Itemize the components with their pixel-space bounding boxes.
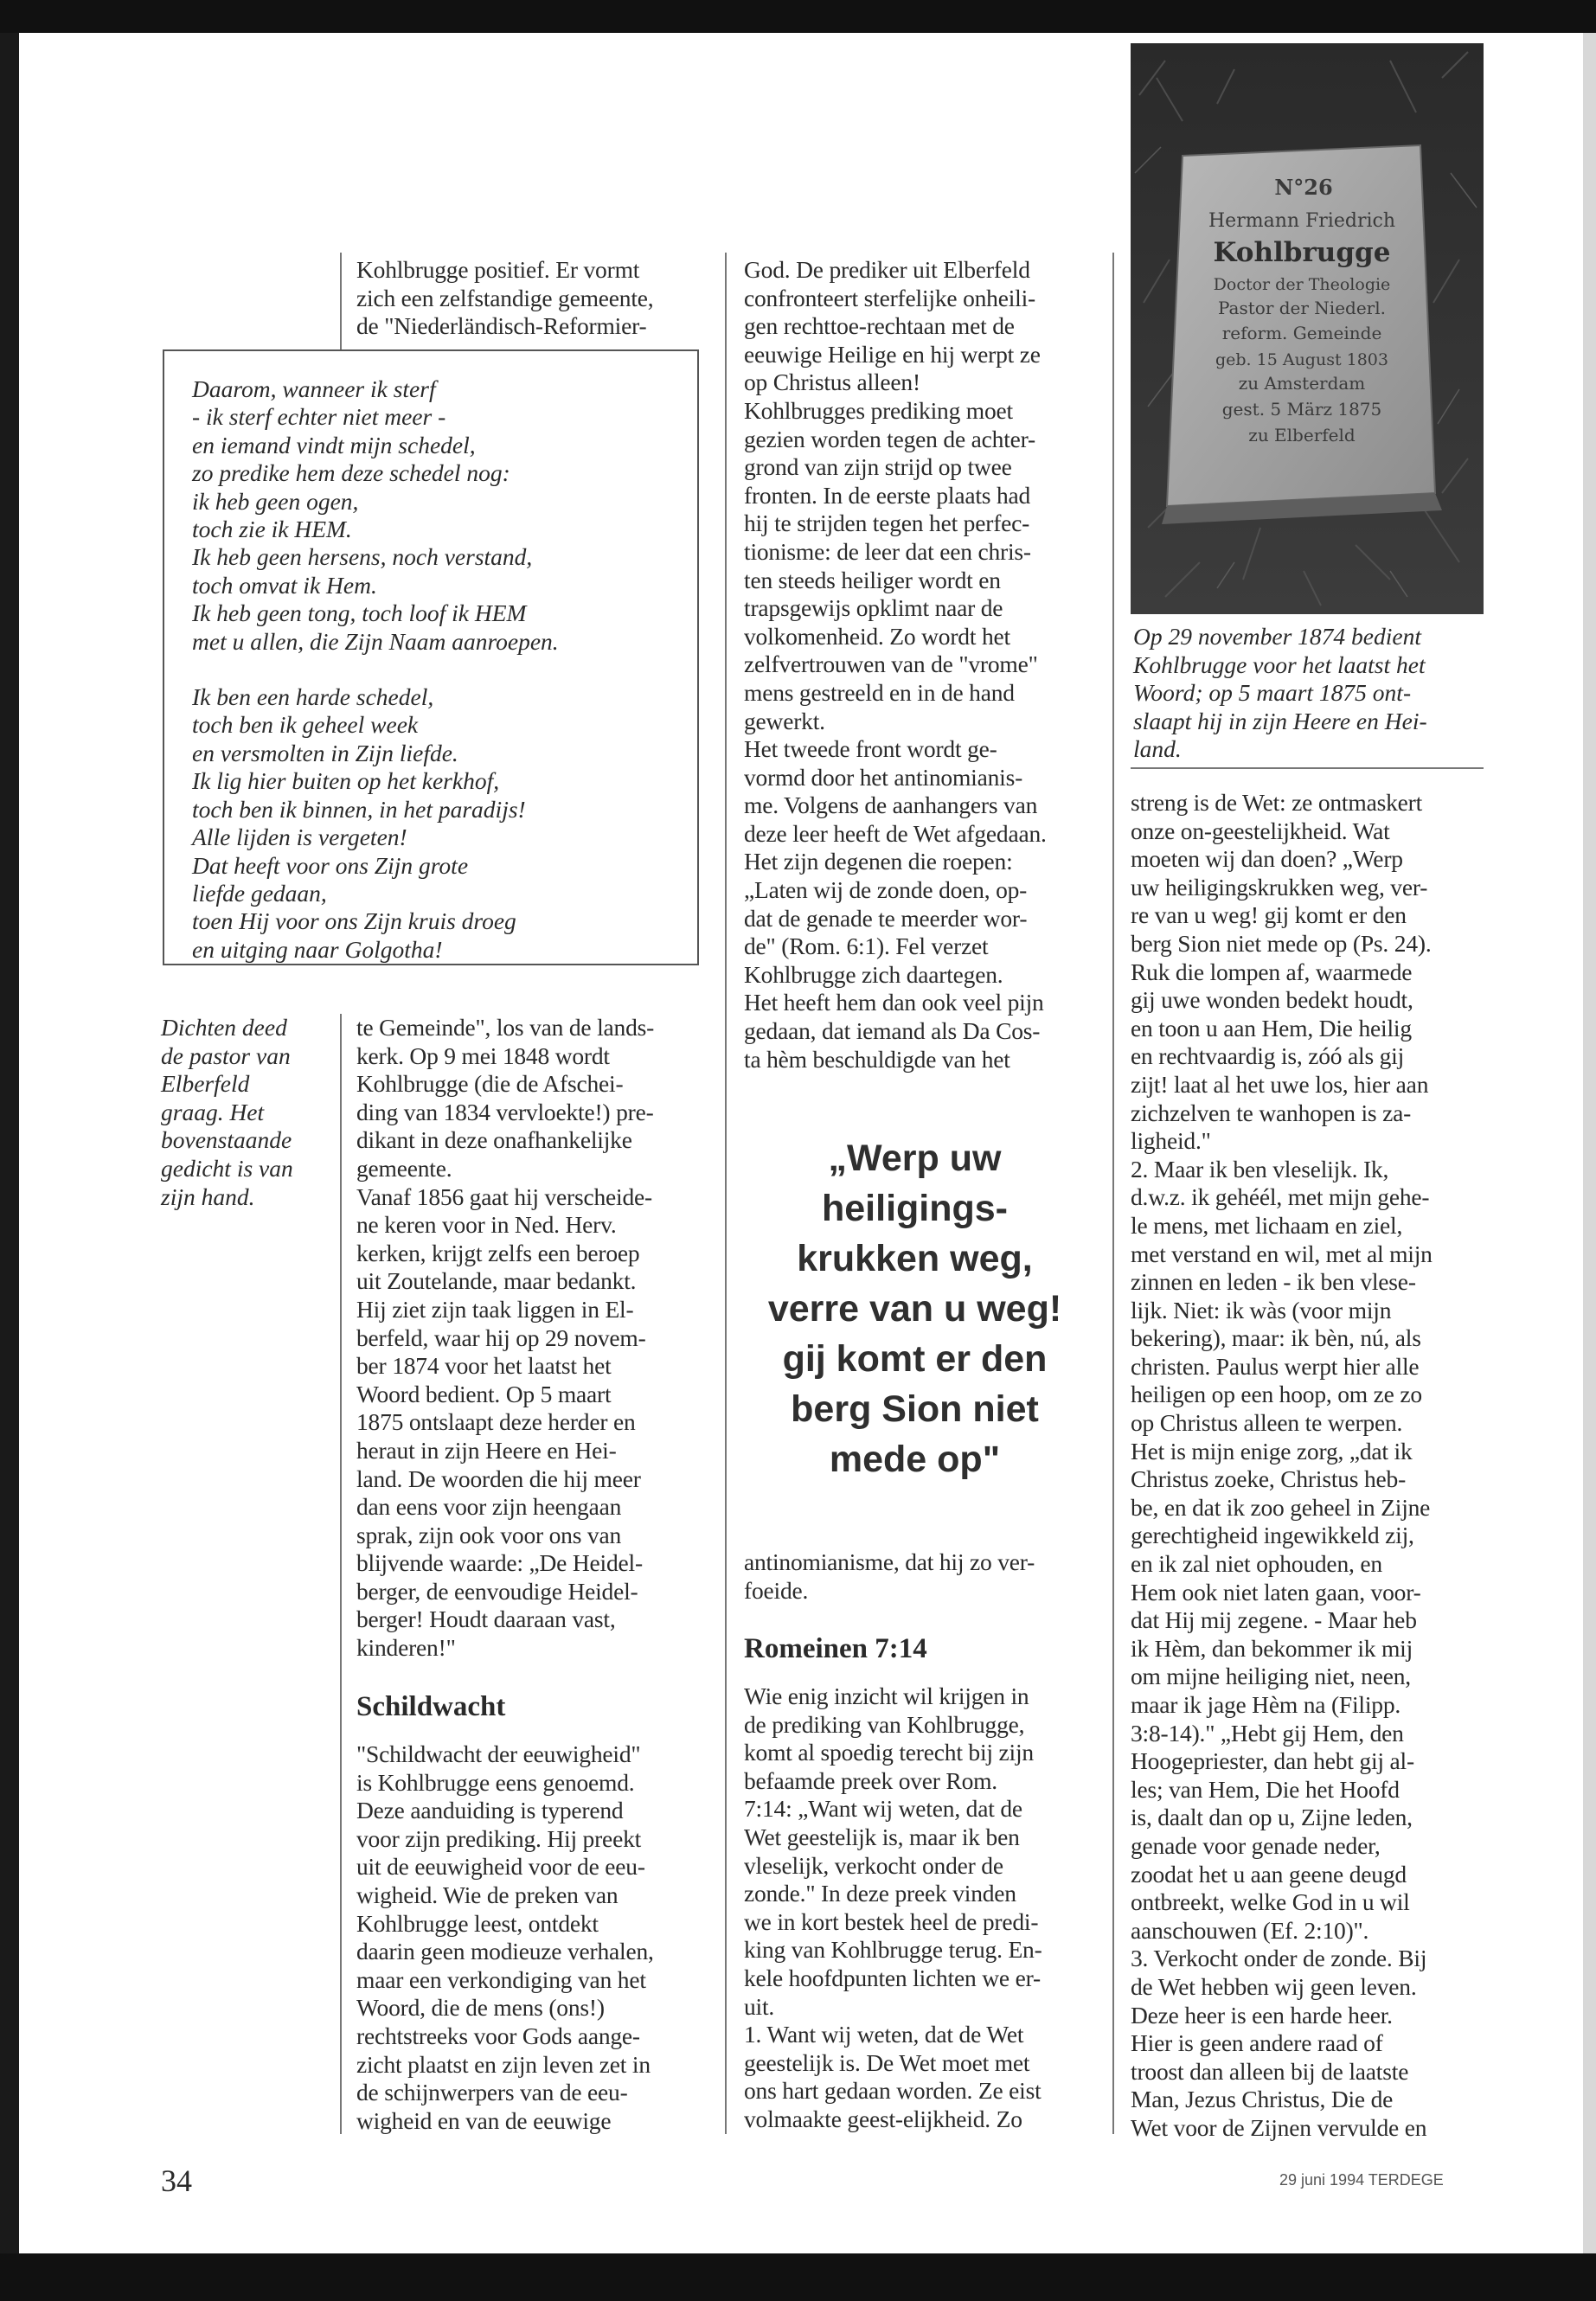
- column-1-intro: [356, 256, 695, 341]
- column-rule: [340, 1014, 342, 2134]
- section-heading-schildwacht: Schildwacht: [356, 1691, 506, 1722]
- column-rule: [725, 253, 727, 2134]
- column-2-romeinen: [744, 1682, 1086, 2134]
- body-paragraph: te Gemeinde", los van de lands- kerk. Op 9 mei 1848 wordt Kohlbrugge (die de Afschei- ding van 1834 vervloekte!) pre- dikant in deze onafhankelijke gemeente. Vanaf 1856 gaat hij verscheide- ne keren voor in Ned. Herv. kerken, krijgt zelfs een beroep uit Zoutelande, maar bedankt. Hij ziet zijn taak liggen in El- berfeld, waar hij op 29 novem- ber 1874 voor het laatst het Woord bedient. Op 5 maart 1875 ontslaapt deze herder en heraut in zijn Heere en Hei- land. De woorden die hij meer dan eens voor zijn heengaan sprak, zijn ook voor ons van blijvende waarde: „De Heidel- berger, de eenvoudige Heidel- berger! Houdt daaraan vast, kinderen!": [356, 1014, 655, 1662]
- body-paragraph: antinomianisme, dat hij zo ver- foeide.: [744, 1548, 1035, 1604]
- page-number: 34: [161, 2163, 192, 2198]
- body-paragraph: "Schildwacht der eeuwigheid" is Kohlbrugge eens genoemd. Deze aanduiding is typerend voor zijn prediking. Hij preekt uit de eeuwigheid voor de eeu- wigheid. Wie de preken van Kohlbrugge leest, ontdekt daarin geen modieuze verhalen, maar een verkondiging van het Woord, die de mens (ons!) rechtstreeks voor Gods aange- zicht plaatst en zijn leven zet in de schijnwerpers van de eeu- wigheid en van de eeuwige: [356, 1740, 654, 2134]
- scan-border-right: [1583, 33, 1596, 2253]
- column-1-body: [356, 1014, 695, 1663]
- footer-issue-date: 29 juni 1994 TERDEGE: [1279, 2171, 1444, 2189]
- svg-text:zu Amsterdam: zu Amsterdam: [1238, 373, 1366, 394]
- svg-text:Kohlbrugge: Kohlbrugge: [1213, 237, 1391, 268]
- body-paragraph: Wie enig inzicht wil krijgen in de prediking van Kohlbrugge, komt al spoedig terecht bij zijn befaamde preek over Rom. 7:14: „Want wij weten, dat de Wet geestelijk is, maar ik ben vleselijk, verkocht onder de zonde." In deze preek vinden we in kort bestek heel de predi- king van Kohlbrugge terug. En- kele hoofdpunten lichten we er- uit. 1. Want wij weten, dat de Wet geestelijk is. De Wet moet met ons hart gedaan worden. Ze eist volmaakte geest-elijkheid. Zo: [744, 1682, 1042, 2132]
- photo-caption: Op 29 november 1874 bedient Kohlbrugge voor het laatst het Woord; op 5 maart 1875 ont- slaapt hij in zijn Heere en Hei- land.: [1133, 623, 1427, 763]
- scan-border-left: [0, 33, 19, 2282]
- poem-side-caption: Dichten deed de pastor van Elberfeld graag. Het bovenstaande gedicht is van zijn hand.: [161, 1014, 293, 1210]
- section-heading-romeinen: Romeinen 7:14: [744, 1633, 927, 1664]
- scan-border-bottom: [0, 2253, 1596, 2301]
- column-2-after-quote: [744, 1548, 1086, 1605]
- gravestone-photo: [1131, 43, 1484, 614]
- column-2-top: [744, 256, 1086, 1074]
- poem-box: [163, 349, 699, 965]
- column-3-body: [1131, 789, 1477, 2143]
- column-1-schildwacht: [356, 1740, 695, 2135]
- svg-text:Pastor der Niederl.: Pastor der Niederl.: [1218, 298, 1386, 318]
- column-rule: [340, 253, 342, 349]
- poem-stanza-1: Daarom, wanneer ik sterf - ik sterf echter niet meer - en iemand vindt mijn schedel, zo predike hem deze schedel nog: ik heb geen ogen, toch zie ik HEM. Ik heb geen hersens, noch verstand, toch omvat ik Hem. Ik heb geen tong, toch loof ik HEM met u allen, die Zijn Naam aanroepen.: [192, 375, 559, 655]
- scan-border-top: [0, 0, 1596, 33]
- column-rule: [1112, 253, 1114, 2134]
- svg-text:Hermann Friedrich: Hermann Friedrich: [1208, 210, 1395, 232]
- intro-paragraph: Kohlbrugge positief. Er vormt zich een zelfstandige gemeente, de "Niederländisch-Reformier-: [356, 256, 654, 340]
- svg-text:Doctor der Theologie: Doctor der Theologie: [1213, 275, 1391, 294]
- poem-stanza-2: Ik ben een harde schedel, toch ben ik geheel week en versmolten in Zijn liefde. Ik lig hier buiten op het kerkhof, toch ben ik binnen, in het paradijs! Alle lijden is vergeten! Dat heeft voor ons Zijn grote liefde gedaan, toen Hij voor ons Zijn kruis droeg en uitging naar Golgotha!: [192, 683, 526, 963]
- pull-quote: „Werp uw heiligings- krukken weg, verre van u weg! gij komt er den berg Sion niet mede op": [767, 1138, 1062, 1480]
- svg-text:gest. 5 März 1875: gest. 5 März 1875: [1221, 399, 1382, 420]
- svg-text:reform. Gemeinde: reform. Gemeinde: [1221, 323, 1382, 343]
- caption-divider: [1131, 767, 1484, 769]
- gravestone-image: [1131, 43, 1484, 614]
- svg-text:geb. 15 August 1803: geb. 15 August 1803: [1215, 350, 1389, 369]
- body-paragraph: streng is de Wet: ze ontmaskert onze on-geestelijkheid. Wat moeten wij dan doen? „Werp uw heiligingskrukken weg, ver- re van u weg! gij komt er den berg Sion niet mede op (Ps. 24). Ruk die lompen af, waarmede gij uwe wonden bedekt houdt, en toon u aan Hem, Die heilig en rechtvaardig is, zóó als gij zijt! laat al het uwe los, hier aan zichzelven te wanhopen is za- ligheid." 2. Maar ik ben vleselijk. Ik, d.w.z. ik gehéél, met mijn gehe- le mens, met lichaam en ziel, met verstand en wil, met al mijn zinnen en leden - ik ben vlese- lijk. Niet: ik wàs (voor mijn bekering), maar: ik bèn, nú, als christen. Paulus werpt hier alle heiligen op een hoop, om ze zo op Christus alleen te werpen. Het is mijn enige zorg, „dat ik Christus zoeke, Christus heb- be, en dat ik zoo geheel in Zijne gerechtigheid ingewikkeld zij, en ik zal niet ophouden, en Hem ook niet laten gaan, voor- dat Hij mij zegene. - Maar heb ik Hèm, dan bekommer ik mij om mijne heiliging niet, neen, maar ik jage Hèm na (Filipp. 3:8-14)." „Hebt gij Hem, den Hoogepriester, dan hebt gij al- les; van Hem, Die het Hoofd is, daalt dan op u, Zijne leden, genade voor genade neder, zoodat het u aan geene deugd ontbreekt, welke God in u wil aanschouwen (Ef. 2:10)". 3. Verkocht onder de zonde. Bij de Wet hebben wij geen leven. Deze heer is een harde heer. Hier is geen andere raad of troost dan alleen bij de laatste Man, Jezus Christus, Die de Wet voor de Zijnen vervulde en: [1131, 789, 1433, 2141]
- svg-text:zu Elberfeld: zu Elberfeld: [1248, 425, 1356, 445]
- svg-text:N°26: N°26: [1274, 175, 1333, 200]
- body-paragraph: God. De prediker uit Elberfeld confronteert sterfelijke onheili- gen rechttoe-rechtaan met de eeuwige Heilige en hij werpt ze op Christus alleen! Kohlbrugges prediking moet gezien worden tegen de achter- grond van zijn strijd op twee fronten. In de eerste plaats had hij te strijden tegen het perfec- tionisme: de leer dat een chris- ten steeds heiliger wordt en trapsgewijs opklimt naar de volkomenheid. Zo wordt het zelfvertrouwen van de "vrome" mens gestreeld en in de hand gewerkt. Het tweede front wordt ge- vormd door het antinomianis- me. Volgens de aanhangers van deze leer heeft de Wet afgedaan. Het zijn degenen die roepen: „Laten wij de zonde doen, op- dat de genade te meerder wor- de" (Rom. 6:1). Fel verzet Kohlbrugge zich daartegen. Het heeft hem dan ook veel pijn gedaan, dat iemand als Da Cos- ta hèm beschuldigde van het: [744, 256, 1047, 1073]
